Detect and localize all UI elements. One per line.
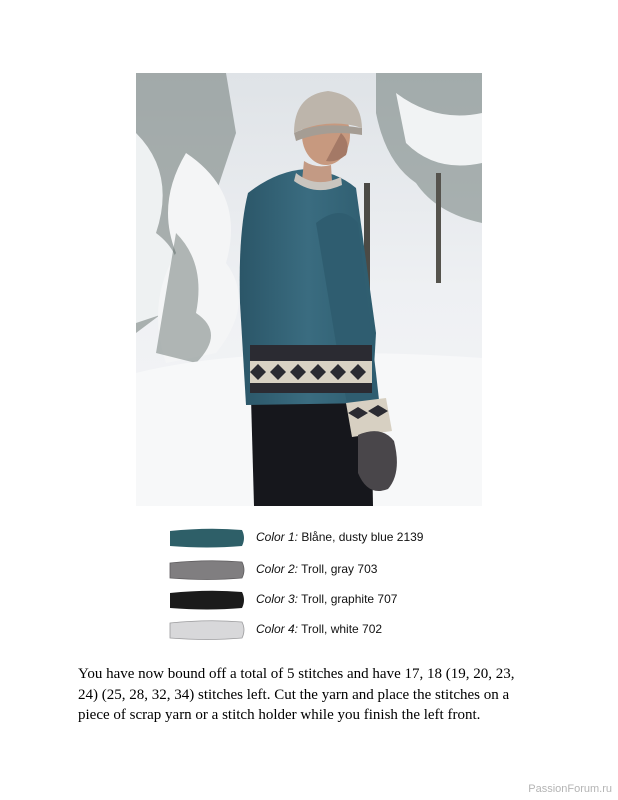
color-3-label: Color 3: [256, 592, 299, 606]
color-4-swatch [168, 620, 246, 640]
color-2-label: Color 2: [256, 562, 299, 576]
color-1-row [168, 524, 468, 550]
sweater-photo [136, 73, 482, 506]
color-3-swatch [168, 590, 246, 610]
color-4-label: Color 4: [256, 622, 299, 636]
color-2-row [168, 556, 468, 582]
watermark: PassionForum.ru [528, 783, 612, 795]
color-4-name: Troll, white 702 [301, 622, 383, 636]
color-1-swatch [168, 528, 246, 548]
color-3-name: Troll, graphite 707 [301, 592, 398, 606]
instruction-paragraph: You have now bound off a total of 5 stitches and have 17, 18 (19, 20, 23, 24) (25, 28, 32, 34) stitches left. Cut the yarn and place the stitches on a piece of scrap yarn or a stitch holder while you finish the left front. [78, 666, 515, 723]
color-2-swatch [168, 560, 246, 580]
color-3-row [168, 586, 468, 612]
color-1-label: Color 1: [256, 530, 299, 544]
color-2-name: Troll, gray 703 [301, 562, 378, 576]
color-1-name: Blåne, dusty blue 2139 [301, 530, 424, 544]
color-4-row [168, 616, 468, 642]
